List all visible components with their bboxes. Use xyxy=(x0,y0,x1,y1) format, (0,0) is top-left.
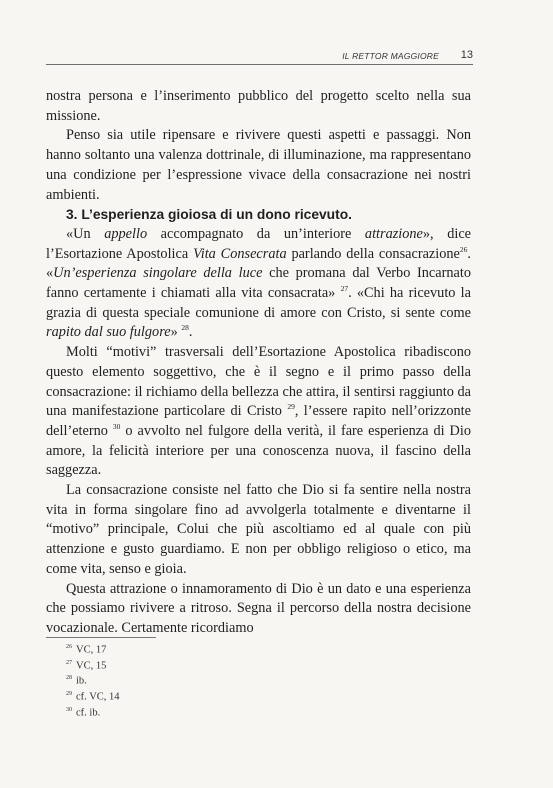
footnote-number: 30 xyxy=(66,706,72,713)
paragraph-appello xyxy=(46,225,471,343)
footnotes xyxy=(66,641,120,720)
footnote xyxy=(66,688,120,704)
paragraph: La consacrazione consiste nel fatto che Dio si fa sentire nella nostra vita in forma singolare fino ad avvolgerla totalmente e diventarne il “motivo” principale, Colui che più ascoltiamo ed al quale con più attenzione e gusto guardiamo. E non per obbligo religioso o etico, ma come vita, senso e gioia. xyxy=(46,482,471,577)
footnote-text: cf. VC, 14 xyxy=(76,691,120,703)
footnote-ref[interactable]: 29 xyxy=(287,402,295,412)
text-run: . xyxy=(188,324,193,341)
footnote-ref[interactable]: 30 xyxy=(112,422,121,432)
emphasis: rapito dal suo fulgore xyxy=(46,324,171,341)
text-run: Molti “motivi” trasversali dell’Esortazione Apostolica ribadiscono questo elemento soggettivo, che è il segno e il primo passo della consacrazione: il richiamo della bellezza che attira, il sentirsi raggiunto da una manifestazione particolare di Cristo xyxy=(46,344,471,420)
text-run: . « xyxy=(46,245,471,282)
paragraph: Questa attrazione o innamoramento di Dio è un dato e una esperienza che possiamo rivivere a ritroso. Segna il percorso della nostra decisione vocazionale. Certamente ricordiamo xyxy=(46,580,471,636)
running-header xyxy=(46,50,473,65)
page-number: 13 xyxy=(460,49,473,61)
emphasis: attrazione xyxy=(364,225,423,242)
running-title: IL RETTOR MAGGIORE xyxy=(342,51,439,61)
document-title: Vita Consecrata xyxy=(193,245,287,262)
emphasis: appello xyxy=(104,225,148,242)
emphasis: Un’esperienza singolare della luce xyxy=(53,265,263,282)
text-run: , l’essere rapito nell’orizzonte dell’eterno xyxy=(46,403,471,439)
paragraph-motivi xyxy=(46,343,471,481)
footnote-ref[interactable]: 28 xyxy=(181,323,189,333)
footnote-text: ib. xyxy=(76,675,87,687)
section-heading: 3. L’esperienza gioiosa di un dono ricevuto. xyxy=(66,207,352,223)
text-run: parlando della consacrazione xyxy=(286,245,460,262)
footnote-text: cf. ib. xyxy=(76,707,101,719)
footnote-ref[interactable]: 26 xyxy=(459,244,468,254)
footnote-text: VC, 15 xyxy=(76,660,107,672)
footnote xyxy=(66,657,120,673)
text-run: », dice l’Esortazione Apostolica xyxy=(46,225,472,262)
footnote-number: 27 xyxy=(66,659,72,666)
text-run: accompagnato da un’interiore xyxy=(147,225,365,242)
text-run: «Un xyxy=(66,225,105,242)
footnote-number: 28 xyxy=(66,675,72,682)
footnote-ref[interactable]: 27 xyxy=(340,284,349,294)
footnote-divider xyxy=(46,637,156,638)
text-run: . «Chi ha ricevuto la grazia di questa speciale comunione di amore con Cristo, si sente come xyxy=(46,285,471,321)
footnote xyxy=(66,672,120,688)
footnote xyxy=(66,704,120,720)
text-run: che promana dal Verbo Incarnato fanno certamente i chiamati alla vita consacrata» xyxy=(46,265,471,302)
footnote-number: 26 xyxy=(66,644,72,650)
text-run: » xyxy=(170,324,182,341)
paragraph: Penso sia utile ripensare e rivivere questi aspetti e passaggi. Non hanno soltanto una valenza dottrinale, di illuminazione, ma rappresentano una condizione per l’espressione vivace della consacrazione nei nostri ambienti. xyxy=(46,127,471,203)
footnote-number: 29 xyxy=(66,691,72,698)
footnote xyxy=(66,641,120,657)
text-run: o avvolto nel fulgore della verità, il fare esperienza di Dio amore, la felicità interiore per una conoscenza nuova, il fascino della saggezza. xyxy=(46,422,471,479)
paragraph-continuation: nostra persona e l’inserimento pubblico del progetto scelto nella sua missione. xyxy=(46,88,471,124)
body-text xyxy=(46,87,471,639)
footnote-text: VC, 17 xyxy=(76,644,107,656)
